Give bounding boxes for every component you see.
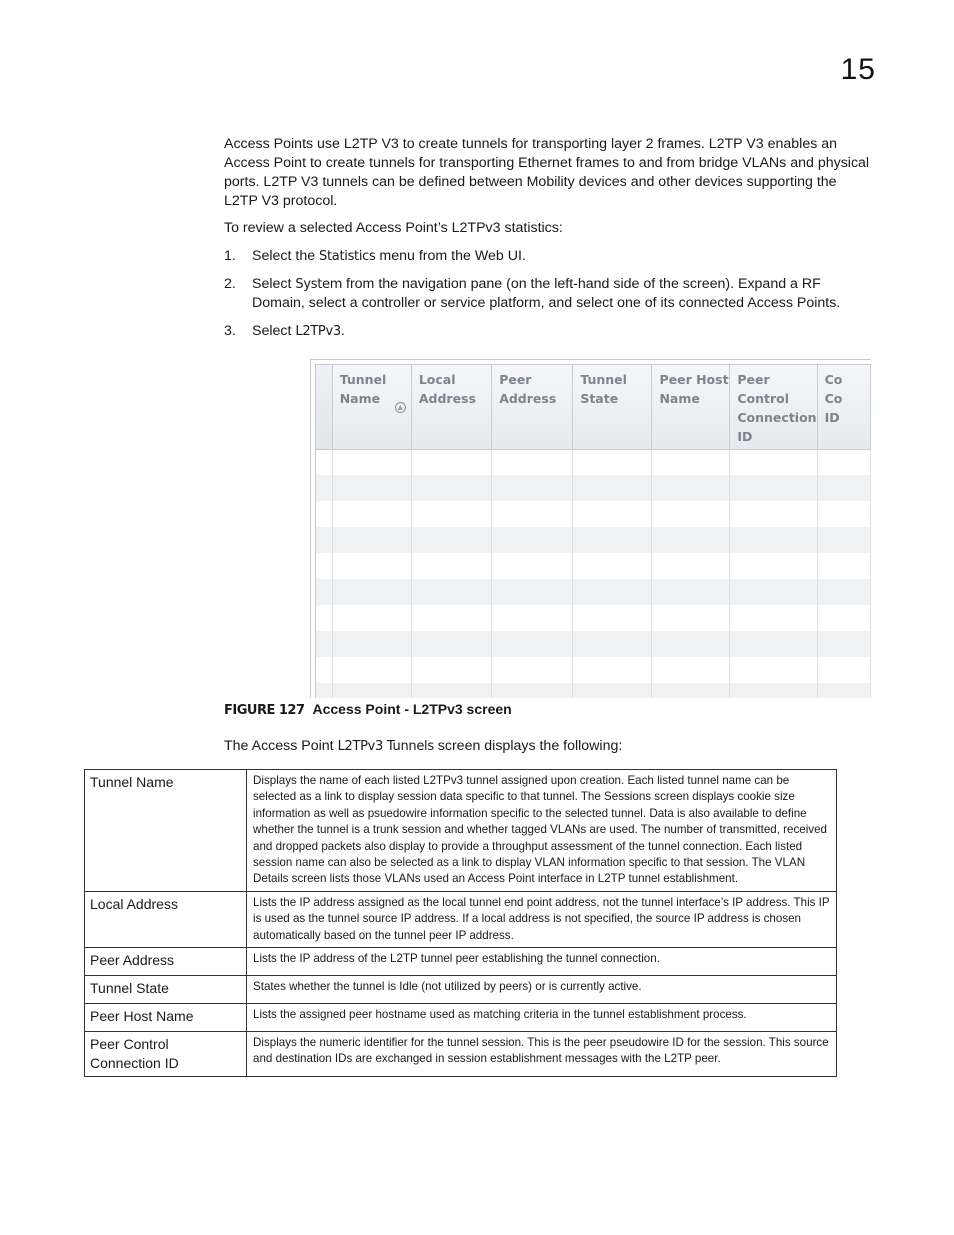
step-1: 1. Select the Statistics menu from the Web UI.	[224, 248, 526, 264]
table-row	[316, 683, 871, 698]
ui-term-system: System	[295, 277, 343, 292]
table-row	[316, 579, 871, 605]
table-row	[316, 527, 871, 553]
field-description: Lists the IP address assigned as the local tunnel end point address, not the tunnel interface’s IP address. This IP is used as the tunnel source IP address. If a local address is not specified, the source IP address is chosen automatically based on the tunnel peer IP address.	[247, 891, 837, 947]
column-header-control-connection-id[interactable]: Co Co ID	[817, 365, 870, 449]
column-header-peer-host-name[interactable]: Peer Host Name	[652, 365, 730, 449]
ui-term-statistics: Statistics	[319, 249, 376, 264]
table-row	[316, 501, 871, 527]
ui-term-l2tpv3-tunnels: L2TPv3 Tunnels	[337, 739, 434, 754]
step-2: 2. Select System from the navigation pane (on the left-hand side of the screen). Expand a RF Domain, select a controller or service platform, and select one of its connected Access Points.	[224, 276, 841, 311]
figure-caption	[224, 700, 512, 720]
column-header-peer-address[interactable]: Peer Address	[492, 365, 573, 449]
table-row	[316, 605, 871, 631]
column-header-peer-control-connection-id[interactable]: Peer Control Connection ID	[730, 365, 817, 449]
table-row	[85, 1004, 837, 1032]
field-description: Displays the name of each listed L2TPv3 tunnel assigned upon creation. Each listed tunnel name can be selected as a link to display session data specific to that tunnel. The Sessions screen displays cookie size information as well as psuedowire information specific to the selected tunnel. Data is also available to define whether the tunnel is a trunk session and whether tagged VLANs are used. The number of transmitted, received and dropped packets also display to provide a throughput assessment of the tunnel connection. Each listed session name can also be selected as a link to display VLAN information specific to that session. The VLAN Details screen lists those VLANs used an Access Point interface in L2TP tunnel establishment.	[247, 770, 837, 892]
chapter-number: 15	[840, 53, 876, 86]
field-description: Lists the IP address of the L2TP tunnel peer establishing the tunnel connection.	[247, 948, 837, 976]
table-row	[85, 948, 837, 976]
table-row	[316, 475, 871, 501]
table-row	[85, 770, 837, 892]
step-3: 3. Select L2TPv3.	[224, 323, 345, 339]
field-description-table	[84, 769, 837, 1077]
field-term: Peer Host Name	[85, 1004, 247, 1032]
table-row	[85, 891, 837, 947]
table-row	[85, 1032, 837, 1077]
sort-ascending-icon[interactable]: ▲	[395, 402, 406, 413]
tunnels-grid	[316, 365, 871, 698]
field-term: Local Address	[85, 891, 247, 947]
field-description: Displays the numeric identifier for the tunnel session. This is the peer pseudowire ID for the session. This source and destination IDs are exchanged in session establishment messages with the L2TP peer.	[247, 1032, 837, 1077]
column-header-local-address[interactable]: Local Address	[411, 365, 491, 449]
column-header-tunnel-state[interactable]: Tunnel State	[573, 365, 652, 449]
table-row	[316, 657, 871, 683]
field-term: Peer Control Connection ID	[85, 1032, 247, 1077]
ui-term-l2tpv3: L2TPv3	[295, 324, 341, 339]
row-selector-header	[316, 365, 332, 449]
table-row	[316, 631, 871, 657]
field-description: Lists the assigned peer hostname used as matching criteria in the tunnel establishment process.	[247, 1004, 837, 1032]
table-row	[316, 449, 871, 475]
step-number: 3.	[224, 323, 236, 339]
field-description: States whether the tunnel is Idle (not utilized by peers) or is currently active.	[247, 976, 837, 1004]
field-term: Tunnel Name	[85, 770, 247, 892]
table-row	[316, 553, 871, 579]
field-term: Peer Address	[85, 948, 247, 976]
displays-sentence: The Access Point L2TPv3 Tunnels screen displays the following:	[224, 738, 623, 754]
figure-label: FIGURE 127	[224, 703, 305, 718]
procedure-steps	[224, 247, 874, 350]
intro-paragraph: Access Points use L2TP V3 to create tunnels for transporting layer 2 frames. L2TP V3 enables an Access Point to create tunnels for transporting Ethernet frames to and from bridge VLANs and physical ports. L2TP V3 tunnels can be defined between Mobility devices and other devices supporting the L2TP V3 protocol.	[224, 136, 870, 209]
review-instruction: To review a selected Access Point’s L2TPv3 statistics:	[224, 220, 563, 236]
step-number: 1.	[224, 248, 236, 264]
column-header-tunnel-name[interactable]: Tunnel Name ▲	[332, 365, 411, 449]
figure-title: Access Point - L2TPv3 screen	[312, 701, 512, 717]
l2tpv3-screenshot	[310, 359, 871, 698]
table-row	[85, 976, 837, 1004]
step-number: 2.	[224, 276, 236, 292]
field-term: Tunnel State	[85, 976, 247, 1004]
